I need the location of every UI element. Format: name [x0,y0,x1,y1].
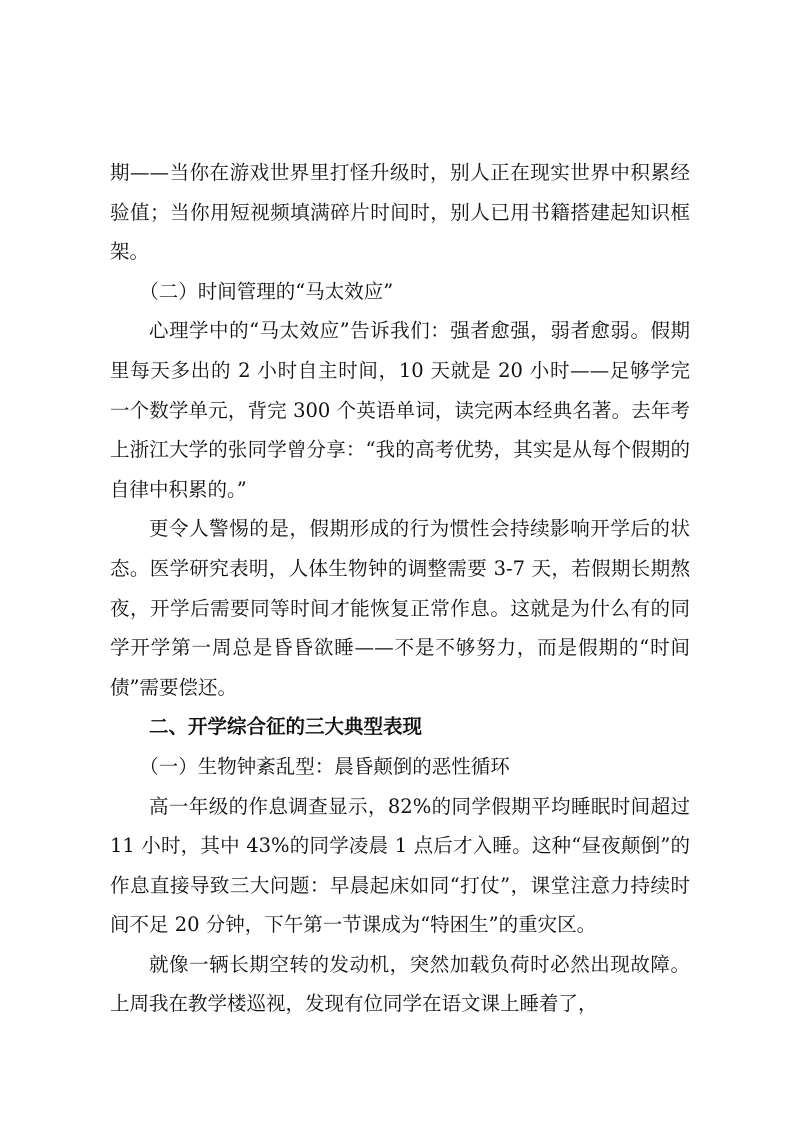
paragraph-behavior-inertia: 更令人警惕的是，假期形成的行为惯性会持续影响开学后的状态。医学研究表明，人体生物钟的调整需要 3-7 天，若假期长期熬夜，开学后需要同等时间才能恢复正常作息。这就是为什么有的同学开学第一周总是昏昏欲睡——不是不够努力，而是假期的“时间债”需要偿还。 [110,517,690,699]
paragraph-matthew-effect: 心理学中的“马太效应”告诉我们：强者愈强，弱者愈弱。假期里每天多出的 2 小时自主时间，10 天就是 20 小时——足够学完一个数学单元，背完 300 个英语单词，读完两本经典名著。去年考上浙江大学的张同学曾分享：“我的高考优势，其实是从每个假期的自律中积累的。” [110,319,690,501]
section-heading-two: 二、开学综合征的三大典型表现 [149,715,423,739]
paragraph-sleep-survey: 高一年级的作息调查显示，82%的同学假期平均睡眠时间超过 11 小时，其中 43%的同学凌晨 1 点后才入睡。这种“昼夜颠倒”的作息直接导致三大问题：早晨起床如同“打仗”，课堂注意力持续时间不足 20 分钟，下午第一节课成为“特困生”的重灾区。 [110,794,690,937]
document-body [110,153,690,1024]
subheading-biological-clock: （一）生物钟紊乱型：晨昏颠倒的恶性循环 [139,754,510,778]
subheading-matthew-effect: （二）时间管理的“马太效应” [139,279,394,303]
paragraph-engine-analogy: 就像一辆长期空转的发动机，突然加载负荷时必然出现故障。上周我在教学楼巡视，发现有位同学在语文课上睡着了， [110,952,690,1016]
paragraph-continuation: 期——当你在游戏世界里打怪升级时，别人正在现实世界中积累经验值；当你用短视频填满碎片时间时，别人已用书籍搭建起知识框架。 [110,161,690,264]
